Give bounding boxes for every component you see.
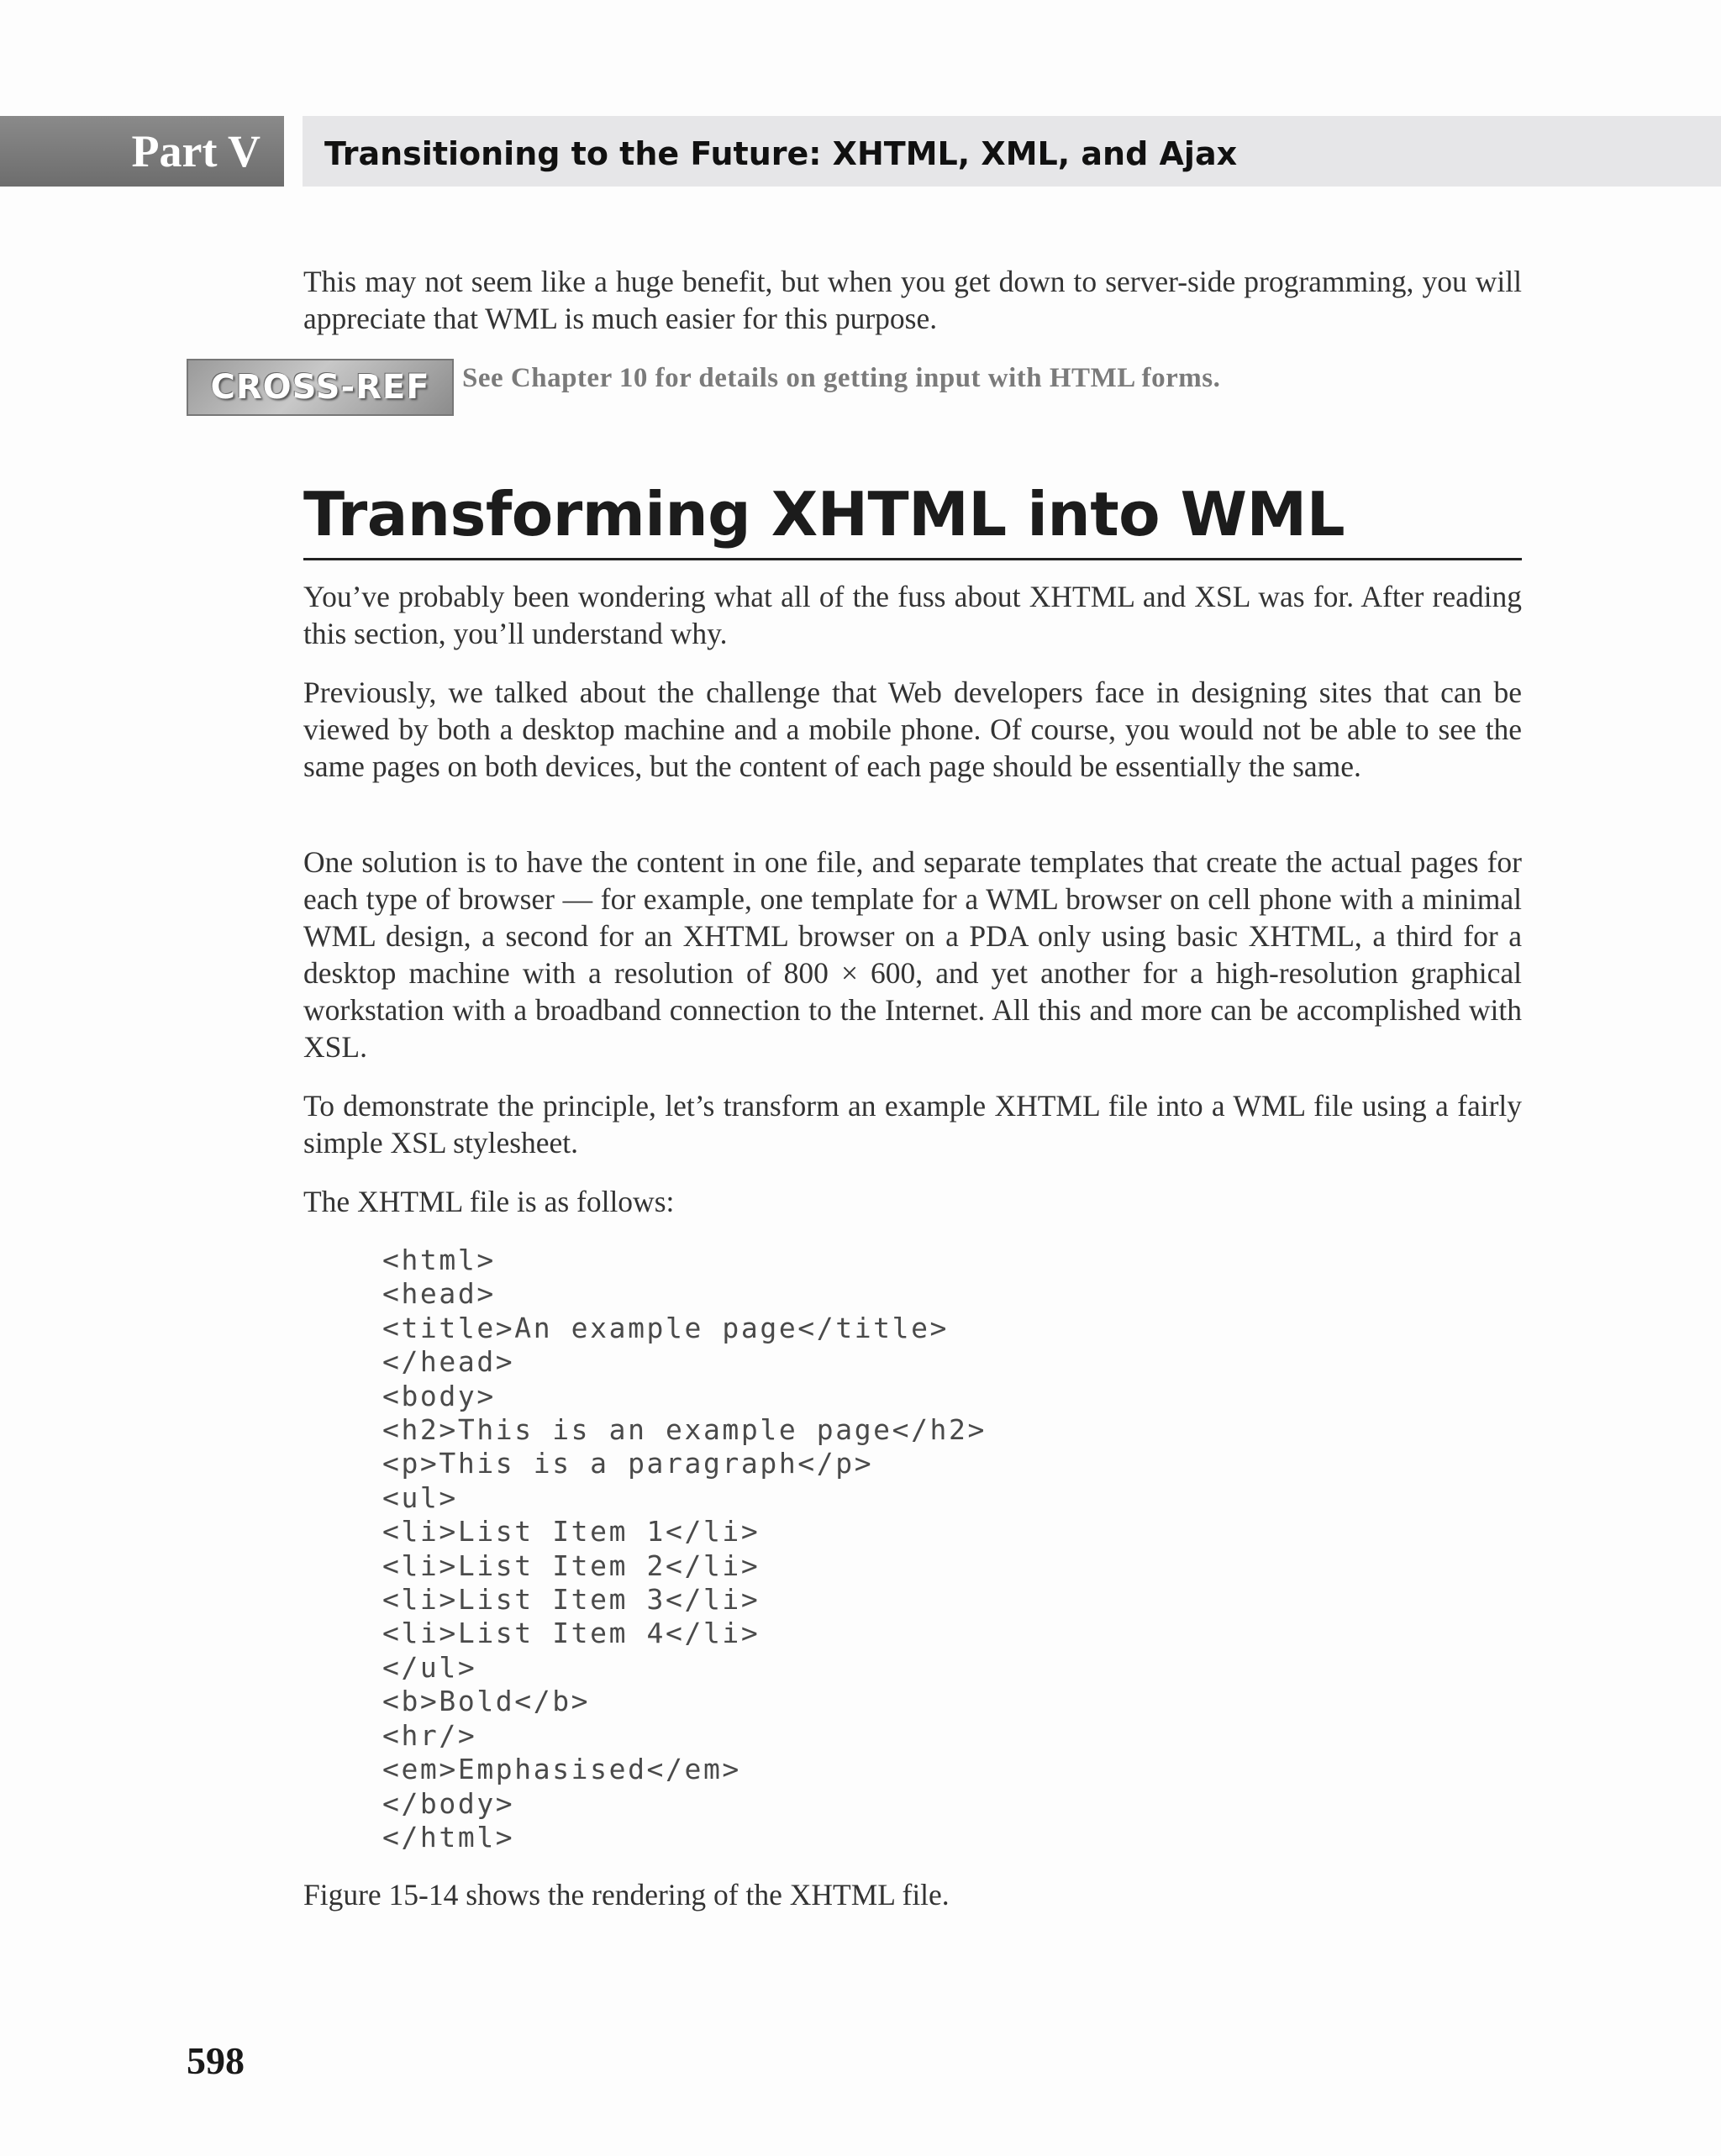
paragraph-text: Figure 15-14 shows the rendering of the XHTML file. bbox=[303, 1878, 950, 1911]
intro-paragraph bbox=[303, 263, 1522, 337]
body-paragraph bbox=[303, 1183, 1522, 1220]
cross-ref-badge: CROSS-REF bbox=[187, 359, 454, 416]
section-heading: Transforming XHTML into WML bbox=[303, 471, 1522, 560]
body-paragraph bbox=[303, 1087, 1522, 1161]
body-paragraph bbox=[303, 844, 1522, 1065]
page-number: 598 bbox=[187, 2039, 245, 2082]
paragraph-text: One solution is to have the content in one file, and separate templates that create the actual pages for each type of browser — for example, one template for a WML browser on cell phone with a minimal WML design, a second for an XHTML browser on a PDA only using basic XHTML, a third for a desktop machine with a resolution of 800 × 600, and yet another for a high-resolution graphical workstation with a broadband connection to the Internet. All this and more can be accomplished with XSL. bbox=[303, 845, 1522, 1064]
running-header-title: Transitioning to the Future: XHTML, XML, and Ajax bbox=[303, 116, 1721, 187]
body-paragraph bbox=[303, 1876, 1522, 1913]
body-paragraph bbox=[303, 578, 1522, 652]
code-listing: <html> <head> <title>An example page</title> </head> <body> <h2>This is an example page</h2> <p>This is a paragraph</p> <ul> <li>List Item 1</li> <li>List Item 2</li> <li>List Item 3</li> <li>List Item 4</li> </ul> <b>Bold</b> <hr/> <em>Emphasised</em> </body> </html> bbox=[382, 1244, 987, 1854]
paragraph-text: You’ve probably been wondering what all of the fuss about XHTML and XSL was for. After reading this section, you’ll understand why. bbox=[303, 580, 1522, 650]
intro-text: This may not seem like a huge benefit, but when you get down to server-side programming, you will appreciate that WML is much easier for this purpose. bbox=[303, 265, 1522, 335]
body-paragraph bbox=[303, 674, 1522, 785]
paragraph-text: Previously, we talked about the challenge that Web developers face in designing sites that can be viewed by both a desktop machine and a mobile phone. Of course, you would not be able to see the same pages on both devices, but the content of each page should be essentially the same. bbox=[303, 676, 1522, 783]
paragraph-text: The XHTML file is as follows: bbox=[303, 1185, 675, 1218]
part-label: Part V bbox=[0, 116, 284, 187]
paragraph-text: To demonstrate the principle, let’s transform an example XHTML file into a WML file using a fairly simple XSL stylesheet. bbox=[303, 1089, 1522, 1160]
cross-ref-note: See Chapter 10 for details on getting input with HTML forms. bbox=[462, 363, 1221, 393]
